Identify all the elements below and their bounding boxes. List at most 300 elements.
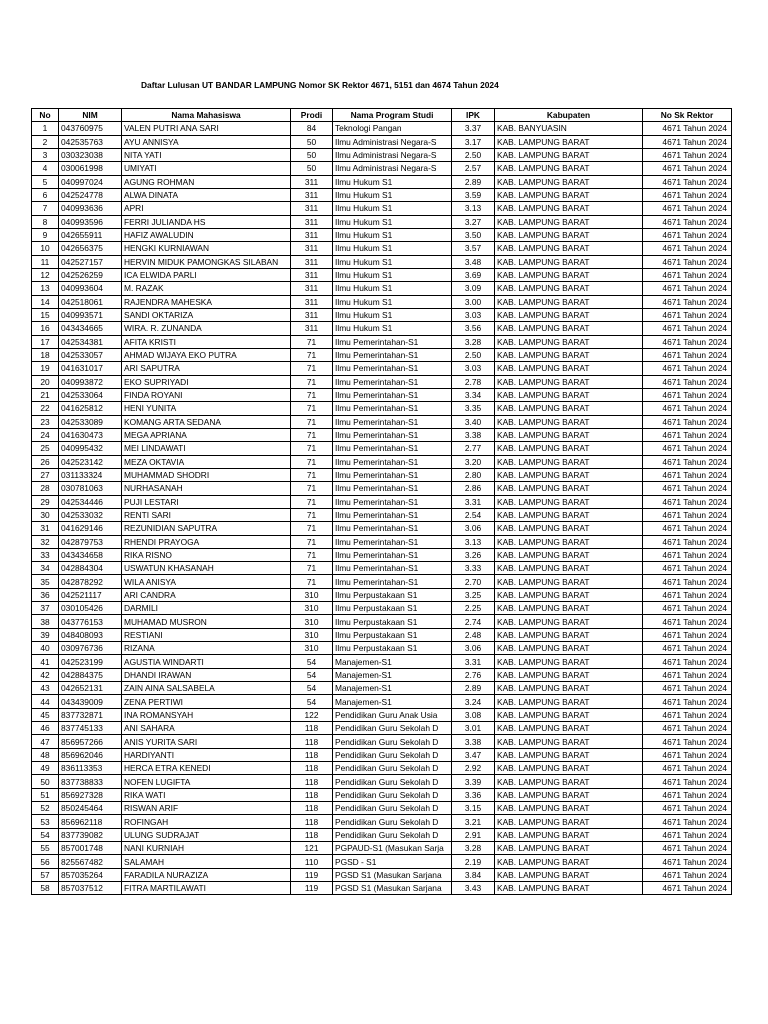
- program-studi-cell: Ilmu Hukum S1: [333, 228, 452, 241]
- ipk-cell: 3.13: [452, 535, 495, 548]
- prodi-cell: 310: [291, 642, 333, 655]
- table-row: [32, 842, 732, 855]
- nim-cell: 042533064: [59, 388, 122, 401]
- row-no: 15: [32, 308, 59, 321]
- nim-cell: 836113353: [59, 762, 122, 775]
- table-row: [32, 775, 732, 788]
- table-row: [32, 655, 732, 668]
- nim-cell: 040993596: [59, 215, 122, 228]
- prodi-cell: 118: [291, 828, 333, 841]
- sk-rektor-cell: 4671 Tahun 2024: [643, 228, 732, 241]
- prodi-cell: 119: [291, 882, 333, 895]
- ipk-cell: 3.56: [452, 322, 495, 335]
- row-no: 34: [32, 562, 59, 575]
- nim-cell: 041630473: [59, 428, 122, 441]
- ipk-cell: 3.31: [452, 495, 495, 508]
- header-no-sk-rektor: No Sk Rektor: [643, 109, 732, 122]
- table-row: [32, 682, 732, 695]
- ipk-cell: 3.47: [452, 748, 495, 761]
- nim-cell: 043439009: [59, 695, 122, 708]
- row-no: 46: [32, 722, 59, 735]
- prodi-cell: 71: [291, 415, 333, 428]
- row-no: 2: [32, 135, 59, 148]
- sk-rektor-cell: 4671 Tahun 2024: [643, 722, 732, 735]
- row-no: 39: [32, 628, 59, 641]
- prodi-cell: 71: [291, 428, 333, 441]
- kabupaten-cell: KAB. LAMPUNG BARAT: [495, 548, 643, 561]
- program-studi-cell: PGSD - S1: [333, 855, 452, 868]
- name-cell: ROFINGAH: [122, 815, 291, 828]
- table-row: [32, 388, 732, 401]
- kabupaten-cell: KAB. LAMPUNG BARAT: [495, 775, 643, 788]
- kabupaten-cell: KAB. LAMPUNG BARAT: [495, 682, 643, 695]
- sk-rektor-cell: 4671 Tahun 2024: [643, 628, 732, 641]
- program-studi-cell: Manajemen-S1: [333, 682, 452, 695]
- row-no: 48: [32, 748, 59, 761]
- row-no: 9: [32, 228, 59, 241]
- ipk-cell: 2.50: [452, 348, 495, 361]
- kabupaten-cell: KAB. LAMPUNG BARAT: [495, 575, 643, 588]
- program-studi-cell: Ilmu Pemerintahan-S1: [333, 468, 452, 481]
- ipk-cell: 3.28: [452, 335, 495, 348]
- table-row: [32, 642, 732, 655]
- name-cell: RAJENDRA MAHESKA: [122, 295, 291, 308]
- table-row: [32, 628, 732, 641]
- program-studi-cell: Ilmu Perpustakaan S1: [333, 602, 452, 615]
- name-cell: RIKA WATI: [122, 788, 291, 801]
- row-no: 21: [32, 388, 59, 401]
- nim-cell: 042656375: [59, 242, 122, 255]
- nim-cell: 042523199: [59, 655, 122, 668]
- table-row: [32, 162, 732, 175]
- sk-rektor-cell: 4671 Tahun 2024: [643, 668, 732, 681]
- table-row: [32, 602, 732, 615]
- name-cell: REZUNIDIAN SAPUTRA: [122, 522, 291, 535]
- table-row: [32, 788, 732, 801]
- sk-rektor-cell: 4671 Tahun 2024: [643, 148, 732, 161]
- table-header-row: [32, 109, 732, 122]
- ipk-cell: 2.89: [452, 682, 495, 695]
- prodi-cell: 71: [291, 535, 333, 548]
- row-no: 40: [32, 642, 59, 655]
- table-row: [32, 748, 732, 761]
- nim-cell: 856962118: [59, 815, 122, 828]
- ipk-cell: 3.84: [452, 868, 495, 881]
- header-prodi: Prodi: [291, 109, 333, 122]
- program-studi-cell: Ilmu Perpustakaan S1: [333, 588, 452, 601]
- name-cell: MEZA OKTAVIA: [122, 455, 291, 468]
- kabupaten-cell: KAB. LAMPUNG BARAT: [495, 268, 643, 281]
- ipk-cell: 3.31: [452, 655, 495, 668]
- sk-rektor-cell: 4671 Tahun 2024: [643, 575, 732, 588]
- prodi-cell: 71: [291, 402, 333, 415]
- nim-cell: 043434665: [59, 322, 122, 335]
- nim-cell: 040993604: [59, 282, 122, 295]
- name-cell: RIKA RISNO: [122, 548, 291, 561]
- ipk-cell: 3.57: [452, 242, 495, 255]
- prodi-cell: 311: [291, 255, 333, 268]
- table-row: [32, 268, 732, 281]
- program-studi-cell: Ilmu Pemerintahan-S1: [333, 548, 452, 561]
- row-no: 19: [32, 362, 59, 375]
- kabupaten-cell: KAB. LAMPUNG BARAT: [495, 175, 643, 188]
- name-cell: SANDI OKTARIZA: [122, 308, 291, 321]
- kabupaten-cell: KAB. LAMPUNG BARAT: [495, 628, 643, 641]
- sk-rektor-cell: 4671 Tahun 2024: [643, 588, 732, 601]
- kabupaten-cell: KAB. LAMPUNG BARAT: [495, 308, 643, 321]
- prodi-cell: 118: [291, 802, 333, 815]
- kabupaten-cell: KAB. LAMPUNG BARAT: [495, 135, 643, 148]
- kabupaten-cell: KAB. LAMPUNG BARAT: [495, 228, 643, 241]
- ipk-cell: 2.86: [452, 482, 495, 495]
- name-cell: RESTIANI: [122, 628, 291, 641]
- prodi-cell: 71: [291, 388, 333, 401]
- ipk-cell: 3.50: [452, 228, 495, 241]
- table-row: [32, 242, 732, 255]
- table-row: [32, 482, 732, 495]
- table-row: [32, 695, 732, 708]
- kabupaten-cell: KAB. LAMPUNG BARAT: [495, 522, 643, 535]
- program-studi-cell: Ilmu Hukum S1: [333, 295, 452, 308]
- sk-rektor-cell: 4671 Tahun 2024: [643, 442, 732, 455]
- table-row: [32, 455, 732, 468]
- name-cell: ICA ELWIDA PARLI: [122, 268, 291, 281]
- nim-cell: 042652131: [59, 682, 122, 695]
- header-nama-program-studi: Nama Program Studi: [333, 109, 452, 122]
- sk-rektor-cell: 4671 Tahun 2024: [643, 682, 732, 695]
- kabupaten-cell: KAB. LAMPUNG BARAT: [495, 788, 643, 801]
- table-row: [32, 295, 732, 308]
- ipk-cell: 2.50: [452, 148, 495, 161]
- prodi-cell: 50: [291, 135, 333, 148]
- kabupaten-cell: KAB. LAMPUNG BARAT: [495, 655, 643, 668]
- sk-rektor-cell: 4671 Tahun 2024: [643, 748, 732, 761]
- sk-rektor-cell: 4671 Tahun 2024: [643, 135, 732, 148]
- ipk-cell: 3.06: [452, 522, 495, 535]
- name-cell: AGUNG ROHMAN: [122, 175, 291, 188]
- sk-rektor-cell: 4671 Tahun 2024: [643, 655, 732, 668]
- prodi-cell: 71: [291, 495, 333, 508]
- graduates-table: [31, 108, 732, 895]
- kabupaten-cell: KAB. LAMPUNG BARAT: [495, 842, 643, 855]
- ipk-cell: 2.91: [452, 828, 495, 841]
- ipk-cell: 3.03: [452, 308, 495, 321]
- kabupaten-cell: KAB. LAMPUNG BARAT: [495, 442, 643, 455]
- prodi-cell: 54: [291, 682, 333, 695]
- sk-rektor-cell: 4671 Tahun 2024: [643, 868, 732, 881]
- kabupaten-cell: KAB. LAMPUNG BARAT: [495, 215, 643, 228]
- name-cell: MUHAMMAD SHODRI: [122, 468, 291, 481]
- nim-cell: 042533032: [59, 508, 122, 521]
- kabupaten-cell: KAB. LAMPUNG BARAT: [495, 602, 643, 615]
- table-row: [32, 548, 732, 561]
- prodi-cell: 311: [291, 202, 333, 215]
- sk-rektor-cell: 4671 Tahun 2024: [643, 335, 732, 348]
- prodi-cell: 310: [291, 628, 333, 641]
- table-row: [32, 708, 732, 721]
- kabupaten-cell: KAB. LAMPUNG BARAT: [495, 708, 643, 721]
- program-studi-cell: Pendidikan Guru Sekolah D: [333, 775, 452, 788]
- name-cell: NURHASANAH: [122, 482, 291, 495]
- row-no: 57: [32, 868, 59, 881]
- sk-rektor-cell: 4671 Tahun 2024: [643, 508, 732, 521]
- ipk-cell: 2.70: [452, 575, 495, 588]
- program-studi-cell: PGPAUD-S1 (Masukan Sarja: [333, 842, 452, 855]
- nim-cell: 042521117: [59, 588, 122, 601]
- prodi-cell: 311: [291, 175, 333, 188]
- ipk-cell: 3.37: [452, 122, 495, 135]
- name-cell: HARDIYANTI: [122, 748, 291, 761]
- name-cell: EKO SUPRIYADI: [122, 375, 291, 388]
- row-no: 37: [32, 602, 59, 615]
- program-studi-cell: Ilmu Perpustakaan S1: [333, 628, 452, 641]
- table-row: [32, 228, 732, 241]
- program-studi-cell: Ilmu Hukum S1: [333, 268, 452, 281]
- name-cell: MUHAMAD MUSRON: [122, 615, 291, 628]
- kabupaten-cell: KAB. LAMPUNG BARAT: [495, 482, 643, 495]
- ipk-cell: 3.38: [452, 428, 495, 441]
- prodi-cell: 310: [291, 615, 333, 628]
- sk-rektor-cell: 4671 Tahun 2024: [643, 775, 732, 788]
- kabupaten-cell: KAB. LAMPUNG BARAT: [495, 735, 643, 748]
- sk-rektor-cell: 4671 Tahun 2024: [643, 735, 732, 748]
- name-cell: AFITA KRISTI: [122, 335, 291, 348]
- kabupaten-cell: KAB. LAMPUNG BARAT: [495, 535, 643, 548]
- table-row: [32, 615, 732, 628]
- ipk-cell: 3.01: [452, 722, 495, 735]
- table-body: [32, 122, 732, 895]
- ipk-cell: 2.74: [452, 615, 495, 628]
- ipk-cell: 2.78: [452, 375, 495, 388]
- row-no: 55: [32, 842, 59, 855]
- kabupaten-cell: KAB. LAMPUNG BARAT: [495, 508, 643, 521]
- prodi-cell: 311: [291, 228, 333, 241]
- program-studi-cell: Ilmu Perpustakaan S1: [333, 642, 452, 655]
- ipk-cell: 3.36: [452, 788, 495, 801]
- prodi-cell: 71: [291, 455, 333, 468]
- prodi-cell: 71: [291, 562, 333, 575]
- prodi-cell: 118: [291, 775, 333, 788]
- program-studi-cell: Ilmu Pemerintahan-S1: [333, 362, 452, 375]
- ipk-cell: 3.28: [452, 842, 495, 855]
- program-studi-cell: Ilmu Hukum S1: [333, 175, 452, 188]
- sk-rektor-cell: 4671 Tahun 2024: [643, 535, 732, 548]
- kabupaten-cell: KAB. LAMPUNG BARAT: [495, 762, 643, 775]
- nim-cell: 040993872: [59, 375, 122, 388]
- prodi-cell: 50: [291, 162, 333, 175]
- table-row: [32, 442, 732, 455]
- prodi-cell: 71: [291, 548, 333, 561]
- nim-cell: 042535763: [59, 135, 122, 148]
- prodi-cell: 311: [291, 215, 333, 228]
- sk-rektor-cell: 4671 Tahun 2024: [643, 428, 732, 441]
- kabupaten-cell: KAB. LAMPUNG BARAT: [495, 428, 643, 441]
- name-cell: AYU ANNISYA: [122, 135, 291, 148]
- nim-cell: 030976736: [59, 642, 122, 655]
- table-row: [32, 122, 732, 135]
- prodi-cell: 110: [291, 855, 333, 868]
- program-studi-cell: Ilmu Pemerintahan-S1: [333, 375, 452, 388]
- prodi-cell: 311: [291, 308, 333, 321]
- kabupaten-cell: KAB. LAMPUNG BARAT: [495, 815, 643, 828]
- sk-rektor-cell: 4671 Tahun 2024: [643, 162, 732, 175]
- name-cell: ZENA PERTIWI: [122, 695, 291, 708]
- row-no: 33: [32, 548, 59, 561]
- sk-rektor-cell: 4671 Tahun 2024: [643, 255, 732, 268]
- row-no: 45: [32, 708, 59, 721]
- name-cell: PUJI LESTARI: [122, 495, 291, 508]
- sk-rektor-cell: 4671 Tahun 2024: [643, 695, 732, 708]
- name-cell: M. RAZAK: [122, 282, 291, 295]
- row-no: 7: [32, 202, 59, 215]
- kabupaten-cell: KAB. LAMPUNG BARAT: [495, 322, 643, 335]
- nim-cell: 042527157: [59, 255, 122, 268]
- program-studi-cell: Ilmu Hukum S1: [333, 282, 452, 295]
- ipk-cell: 2.77: [452, 442, 495, 455]
- row-no: 52: [32, 802, 59, 815]
- nim-cell: 857001748: [59, 842, 122, 855]
- row-no: 1: [32, 122, 59, 135]
- name-cell: MEGA APRIANA: [122, 428, 291, 441]
- nim-cell: 040997024: [59, 175, 122, 188]
- ipk-cell: 3.08: [452, 708, 495, 721]
- header-nama-mahasiswa: Nama Mahasiswa: [122, 109, 291, 122]
- table-row: [32, 148, 732, 161]
- sk-rektor-cell: 4671 Tahun 2024: [643, 468, 732, 481]
- sk-rektor-cell: 4671 Tahun 2024: [643, 215, 732, 228]
- ipk-cell: 3.20: [452, 455, 495, 468]
- row-no: 11: [32, 255, 59, 268]
- header-kabupaten: Kabupaten: [495, 109, 643, 122]
- ipk-cell: 3.25: [452, 588, 495, 601]
- ipk-cell: 2.89: [452, 175, 495, 188]
- kabupaten-cell: KAB. LAMPUNG BARAT: [495, 695, 643, 708]
- name-cell: DHANDI IRAWAN: [122, 668, 291, 681]
- prodi-cell: 310: [291, 602, 333, 615]
- kabupaten-cell: KAB. LAMPUNG BARAT: [495, 335, 643, 348]
- sk-rektor-cell: 4671 Tahun 2024: [643, 602, 732, 615]
- program-studi-cell: Ilmu Hukum S1: [333, 242, 452, 255]
- program-studi-cell: Ilmu Perpustakaan S1: [333, 615, 452, 628]
- table-row: [32, 855, 732, 868]
- sk-rektor-cell: 4671 Tahun 2024: [643, 348, 732, 361]
- nim-cell: 048408093: [59, 628, 122, 641]
- nim-cell: 043434658: [59, 548, 122, 561]
- row-no: 51: [32, 788, 59, 801]
- prodi-cell: 311: [291, 268, 333, 281]
- kabupaten-cell: KAB. LAMPUNG BARAT: [495, 468, 643, 481]
- sk-rektor-cell: 4671 Tahun 2024: [643, 615, 732, 628]
- table-row: [32, 335, 732, 348]
- row-no: 6: [32, 188, 59, 201]
- program-studi-cell: Ilmu Pemerintahan-S1: [333, 495, 452, 508]
- document-title: Daftar Lulusan UT BANDAR LAMPUNG Nomor SK Rektor 4671, 5151 dan 4674 Tahun 2024: [141, 80, 499, 90]
- kabupaten-cell: KAB. LAMPUNG BARAT: [495, 642, 643, 655]
- nim-cell: 857035264: [59, 868, 122, 881]
- sk-rektor-cell: 4671 Tahun 2024: [643, 202, 732, 215]
- program-studi-cell: Ilmu Pemerintahan-S1: [333, 415, 452, 428]
- kabupaten-cell: KAB. LAMPUNG BARAT: [495, 882, 643, 895]
- ipk-cell: 3.43: [452, 882, 495, 895]
- nim-cell: 040993571: [59, 308, 122, 321]
- kabupaten-cell: KAB. LAMPUNG BARAT: [495, 588, 643, 601]
- prodi-cell: 118: [291, 788, 333, 801]
- sk-rektor-cell: 4671 Tahun 2024: [643, 362, 732, 375]
- kabupaten-cell: KAB. LAMPUNG BARAT: [495, 668, 643, 681]
- row-no: 10: [32, 242, 59, 255]
- name-cell: VALEN PUTRI ANA SARI: [122, 122, 291, 135]
- table-row: [32, 215, 732, 228]
- kabupaten-cell: KAB. LAMPUNG BARAT: [495, 722, 643, 735]
- name-cell: WILA ANISYA: [122, 575, 291, 588]
- ipk-cell: 3.34: [452, 388, 495, 401]
- row-no: 8: [32, 215, 59, 228]
- sk-rektor-cell: 4671 Tahun 2024: [643, 308, 732, 321]
- sk-rektor-cell: 4671 Tahun 2024: [643, 548, 732, 561]
- nim-cell: 043760975: [59, 122, 122, 135]
- table-row: [32, 322, 732, 335]
- kabupaten-cell: KAB. BANYUASIN: [495, 122, 643, 135]
- row-no: 22: [32, 402, 59, 415]
- sk-rektor-cell: 4671 Tahun 2024: [643, 788, 732, 801]
- name-cell: RIZANA: [122, 642, 291, 655]
- row-no: 30: [32, 508, 59, 521]
- kabupaten-cell: KAB. LAMPUNG BARAT: [495, 362, 643, 375]
- program-studi-cell: Ilmu Pemerintahan-S1: [333, 442, 452, 455]
- program-studi-cell: Pendidikan Guru Sekolah D: [333, 802, 452, 815]
- row-no: 13: [32, 282, 59, 295]
- nim-cell: 825567482: [59, 855, 122, 868]
- name-cell: WIRA. R. ZUNANDA: [122, 322, 291, 335]
- name-cell: INA ROMANSYAH: [122, 708, 291, 721]
- nim-cell: 042884304: [59, 562, 122, 575]
- program-studi-cell: Pendidikan Guru Sekolah D: [333, 722, 452, 735]
- prodi-cell: 71: [291, 575, 333, 588]
- table-row: [32, 815, 732, 828]
- table-row: [32, 348, 732, 361]
- row-no: 12: [32, 268, 59, 281]
- prodi-cell: 118: [291, 748, 333, 761]
- nim-cell: 030105426: [59, 602, 122, 615]
- program-studi-cell: Ilmu Administrasi Negara-S: [333, 135, 452, 148]
- name-cell: ARI SAPUTRA: [122, 362, 291, 375]
- nim-cell: 857037512: [59, 882, 122, 895]
- name-cell: RENTI SARI: [122, 508, 291, 521]
- name-cell: SALAMAH: [122, 855, 291, 868]
- name-cell: AGUSTIA WINDARTI: [122, 655, 291, 668]
- name-cell: APRI: [122, 202, 291, 215]
- sk-rektor-cell: 4671 Tahun 2024: [643, 415, 732, 428]
- sk-rektor-cell: 4671 Tahun 2024: [643, 455, 732, 468]
- prodi-cell: 71: [291, 362, 333, 375]
- sk-rektor-cell: 4671 Tahun 2024: [643, 802, 732, 815]
- prodi-cell: 71: [291, 442, 333, 455]
- prodi-cell: 71: [291, 468, 333, 481]
- row-no: 44: [32, 695, 59, 708]
- ipk-cell: 2.80: [452, 468, 495, 481]
- prodi-cell: 118: [291, 815, 333, 828]
- table-row: [32, 535, 732, 548]
- name-cell: RHENDI PRAYOGA: [122, 535, 291, 548]
- row-no: 32: [32, 535, 59, 548]
- nim-cell: 042523142: [59, 455, 122, 468]
- nim-cell: 030061998: [59, 162, 122, 175]
- ipk-cell: 3.33: [452, 562, 495, 575]
- ipk-cell: 3.69: [452, 268, 495, 281]
- row-no: 58: [32, 882, 59, 895]
- sk-rektor-cell: 4671 Tahun 2024: [643, 708, 732, 721]
- program-studi-cell: Manajemen-S1: [333, 668, 452, 681]
